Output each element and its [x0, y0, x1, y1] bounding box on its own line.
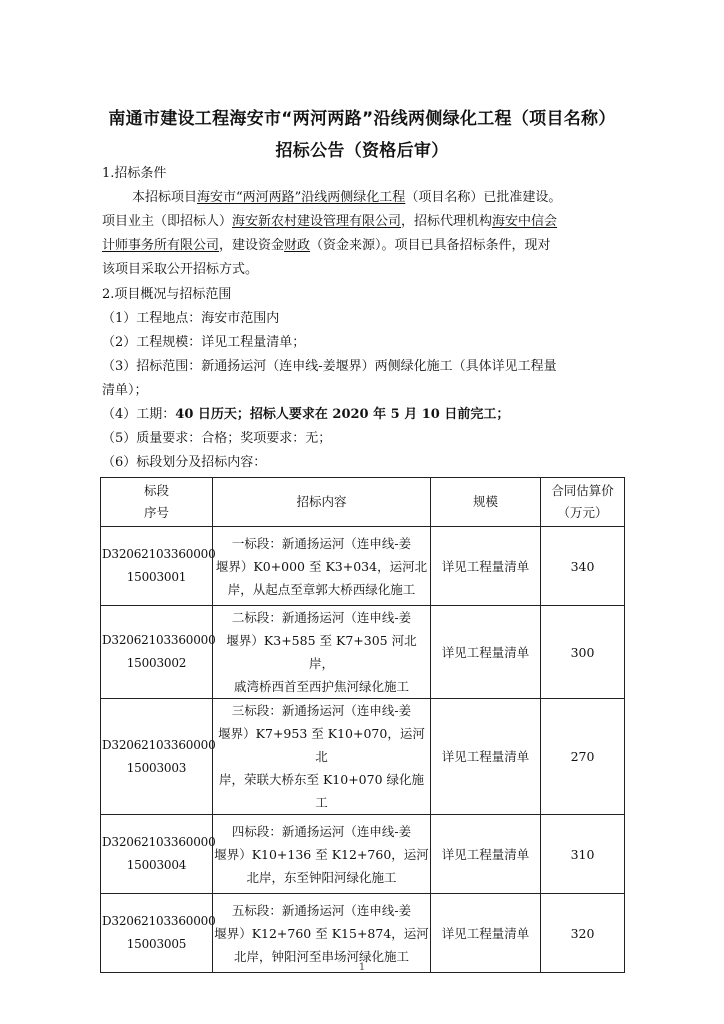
header-scale: 规模 — [431, 478, 541, 527]
section2-item2: （2）工程规模：详见工程量清单； — [102, 335, 306, 350]
section2-item5: （5）质量要求：合格；奖项要求：无； — [102, 431, 332, 446]
document-title-line1: 南通市建设工程海安市“两河两路”沿线两侧绿化工程（项目名称） — [108, 109, 616, 129]
header-price: 合同估算价 （万元） — [541, 478, 625, 527]
table-row — [101, 699, 625, 815]
project-name: 海安市“两河两路”沿线两侧绿化工程 — [197, 190, 406, 205]
header-lot-number: 标段 序号 — [101, 478, 213, 527]
table-row — [101, 606, 625, 699]
section2-heading: 2.项目概况与招标范围 — [102, 287, 232, 302]
section2-item3-line1: （3）招标范围：新通扬运河（连申线-姜堰界）两侧绿化施工（具体详见工程量 — [102, 359, 557, 374]
project-owner: 海安新农村建设管理有限公司 — [232, 214, 402, 229]
lot-content: 二标段：新通扬运河（连申线-姜 堰界）K3+585 至 K7+305 河北岸， 戚湾桥西首至西护焦河绿化施工 — [213, 606, 431, 699]
lot-content: 五标段：新通扬运河（连申线-姜 堰界）K12+760 至 K15+874，运河 北岸，钟阳河至串场河绿化施工 — [213, 894, 431, 973]
section1-paragraph-line1: 本招标项目海安市“两河两路”沿线两侧绿化工程（项目名称）已批准建设。 — [132, 190, 562, 205]
lot-content: 三标段：新通扬运河（连申线-姜 堰界）K7+953 至 K10+070，运河北 岸，荣联大桥东至 K10+070 绿化施 工 — [213, 699, 431, 815]
table-row — [101, 527, 625, 606]
header-content: 招标内容 — [213, 478, 431, 527]
table-header-row — [101, 478, 625, 527]
section1-paragraph-line2: 项目业主（即招标人）海安新农村建设管理有限公司，招标代理机构海安中信会 — [102, 214, 558, 229]
lot-code: D32062103360000 15003003 — [101, 699, 213, 815]
lot-content: 一标段：新通扬运河（连申线-姜 堰界）K0+000 至 K3+034，运河北 岸，从起点至章郭大桥西绿化施工 — [213, 527, 431, 606]
lot-price: 300 — [541, 606, 625, 699]
lot-price: 310 — [541, 815, 625, 894]
construction-period: 40 日历天；招标人要求在 2020 年 5 月 10 日前完工； — [175, 407, 510, 422]
page-number: 1 — [358, 962, 366, 973]
lot-price: 270 — [541, 699, 625, 815]
lot-code: D32062103360000 15003005 — [101, 894, 213, 973]
table-row — [101, 815, 625, 894]
lot-price: 320 — [541, 894, 625, 973]
agency-name-part1: 海安中信会 — [492, 214, 558, 229]
section2-item3-line2: 清单）； — [102, 383, 148, 398]
tender-lots-table — [100, 477, 625, 973]
lot-scale: 详见工程量清单 — [431, 527, 541, 606]
table-row — [101, 894, 625, 973]
lot-scale: 详见工程量清单 — [431, 606, 541, 699]
lot-scale: 详见工程量清单 — [431, 699, 541, 815]
section1-paragraph-line4: 该项目采取公开招标方式。 — [102, 262, 259, 277]
section2-item1: （1）工程地点：海安市范围内 — [102, 311, 280, 326]
agency-name-part2: 计师事务所有限公司 — [102, 238, 220, 253]
lot-code: D32062103360000 15003001 — [101, 527, 213, 606]
lot-code: D32062103360000 15003002 — [101, 606, 213, 699]
section1-heading: 1.招标条件 — [102, 166, 167, 181]
lot-scale: 详见工程量清单 — [431, 894, 541, 973]
section2-item4: （4）工期：40 日历天；招标人要求在 2020 年 5 月 10 日前完工； — [102, 407, 510, 422]
lot-content: 四标段：新通扬运河（连申线-姜 堰界）K10+136 至 K12+760，运河 北岸，东至钟阳河绿化施工 — [213, 815, 431, 894]
lot-price: 340 — [541, 527, 625, 606]
fund-source: 财政 — [284, 238, 311, 253]
lot-code: D32062103360000 15003004 — [101, 815, 213, 894]
section1-paragraph-line3: 计师事务所有限公司，建设资金财政（资金来源）。项目已具备招标条件，现对 — [102, 238, 551, 253]
lot-scale: 详见工程量清单 — [431, 815, 541, 894]
document-title-line2: 招标公告（资格后审） — [275, 141, 449, 161]
section2-item6: （6）标段划分及招标内容： — [102, 455, 267, 470]
